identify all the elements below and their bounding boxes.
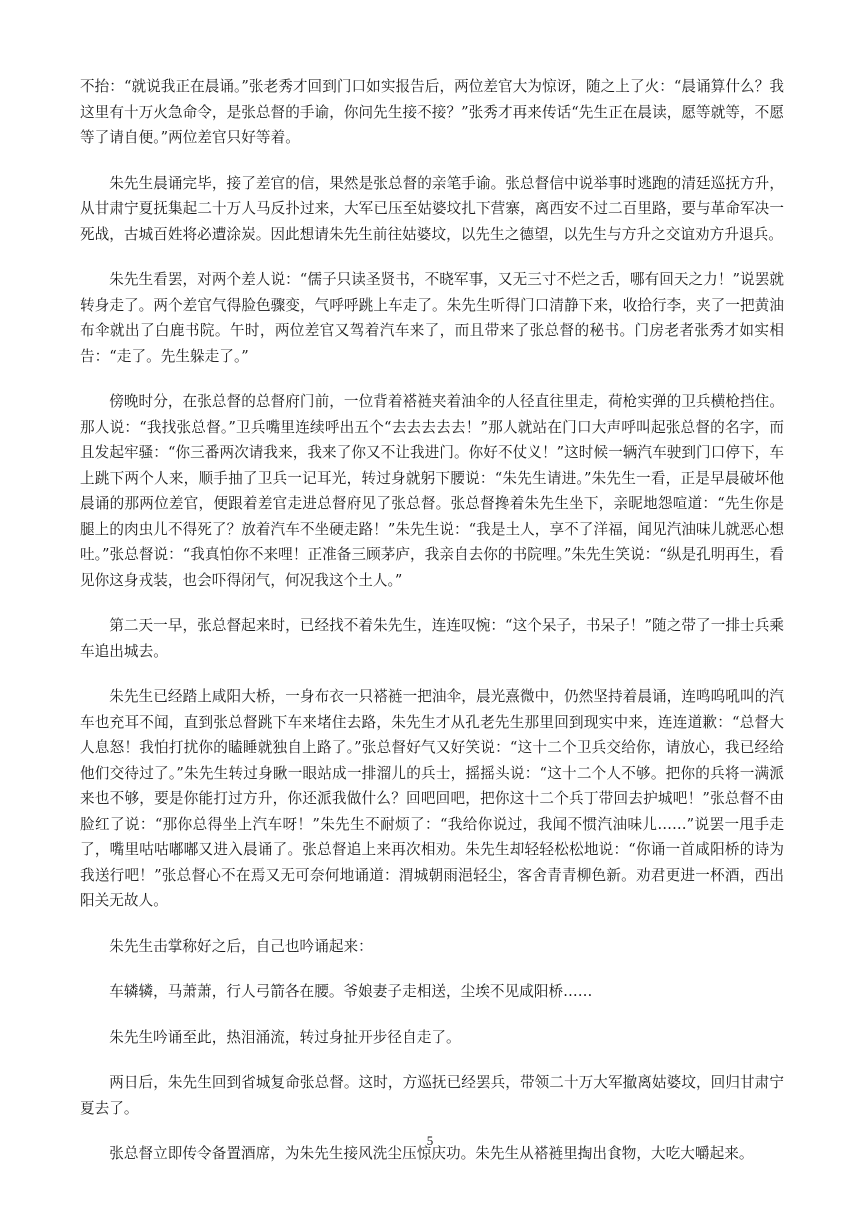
paragraph-4: 傍晚时分，在张总督的总督府门前，一位背着褡裢夹着油伞的人径直往里走，荷枪实弹的卫兵横枪挡住。那人说：“我找张总督。”卫兵嘴里连续呼出五个“去去去去去！”那人就站在门口大声呼叫起张总督的名字，而且发起牢骚：“你三番两次请我来，我来了你又不让我进门。你好不仗义！”这时候一辆汽车驶到门口停下，车上跳下两个人来，顺手抽了卫兵一记耳光，转过身就躬下腰说：“朱先生请进。”朱先生一看，正是早晨破坏他晨诵的那两位差官，便跟着差官走进总督府见了张总督。张总督搀着朱先生坐下，亲昵地怨喧道：“先生你是腿上的肉虫儿不得死了？放着汽车不坐硬走路！”朱先生说：“我是土人，享不了洋福，闻见汽油味儿就恶心想吐。”张总督说：“我真怕你不来哩！正准备三顾茅庐，我亲自去你的书院哩。”朱先生笑说：“纵是孔明再生，看见你这身戎装，也会吓得闭气，何况我这个土人。” bbox=[80, 393, 784, 589]
paragraph-1: 不抬：“就说我正在晨诵。”张老秀才回到门口如实报告后，两位差官大为惊讶，随之上了火：“晨诵算什么？我这里有十万火急命令，是张总督的手谕，你问先生接不接？”张秀才再来传话“先生正在晨读，愿等就等，不愿等了请自便。”两位差官只好等着。 bbox=[80, 78, 784, 146]
poem-line: 车辚辚，马萧萧，行人弓箭各在腰。爷娘妻子走相送，尘埃不见咸阳桥…… bbox=[109, 983, 593, 1000]
paragraph-6: 朱先生已经踏上咸阳大桥，一身布衣一只褡裢一把油伞，晨光熹微中，仍然坚持着晨诵，连鸣呜吼叫的汽车也充耳不闻，直到张总督跳下车来堵住去路，朱先生才从孔老先生那里回到现实中来，连连道歉：“总督大人息怒！我怕打扰你的瞌睡就独自上路了。”张总督好气又好笑说：“这十二个卫兵交给你，请放心，我已经给他们交待过了。”朱先生转过身瞅一眼站成一排溜儿的兵士，摇摇头说：“这十二个人不够。把你的兵将一满派来也不够，要是你能打过方升，你还派我做什么？回吧回吧，把你这十二个兵丁带回去护城吧！”张总督不由脸红了说：“那你总得坐上汽车呀！”朱先生不耐烦了：“我给你说过，我闻不惯汽油味儿……”说罢一甩手走了，嘴里咕咕嘟嘟又进入晨诵了。张总督追上来再次相劝。朱先生却轻轻松松地说：“你诵一首咸阳桥的诗为我送行吧！”张总督心不在焉又无可奈何地诵道：渭城朝雨浥轻尘，客舍青青柳色新。劝君更进一杯酒，西出阳关无故人。 bbox=[80, 688, 784, 909]
paragraph-7: 朱先生击掌称好之后，自己也吟诵起来： bbox=[109, 937, 373, 955]
document-body bbox=[80, 74, 784, 1187]
paragraph-9: 朱先生吟诵至此，热泪涌流，转过身扯开步径自走了。 bbox=[109, 1028, 461, 1046]
page-number: 5 bbox=[426, 1133, 434, 1148]
paragraph-10: 两日后，朱先生回到省城复命张总督。这时，方巡抚已经罢兵，带领二十万大军撤离姑婆坟，回归甘肃宁夏去了。 bbox=[80, 1074, 784, 1117]
paragraph-5: 第二天一早，张总督起来时，已经找不着朱先生，连连叹惋：“这个呆子，书呆子！”随之带了一排士兵乘车追出城去。 bbox=[80, 617, 784, 660]
paragraph-11: 张总督立即传令备置酒席，为朱先生接风洗尘压惊庆功。朱先生从褡裢里掏出食物，大吃大嚼起来。 bbox=[109, 1145, 754, 1162]
paragraph-2: 朱先生晨诵完毕，接了差官的信，果然是张总督的亲笔手谕。张总督信中说举事时逃跑的清廷巡抚方升，从甘肃宁夏抚集起二十万人马反扑过来，大军已压至姑婆坟扎下营寨，离西安不过二百里路，要与革命军决一死战，古城百姓将必遭涂炭。因此想请朱先生前往姑婆坟，以先生之德望，以先生与方升之交谊劝方升退兵。 bbox=[80, 174, 784, 243]
paragraph-3: 朱先生看罢，对两个差人说：“儒子只读圣贤书，不晓军事，又无三寸不烂之舌，哪有回天之力！”说罢就转身走了。两个差官气得脸色骤变，气呼呼跳上车走了。朱先生听得门口清静下来，收拾行李，夹了一把黄油布伞就出了白鹿书院。午时，两位差官又驾着汽车来了，而且带来了张总督的秘书。门房老者张秀才如实相告：“走了。先生躲走了。” bbox=[80, 271, 784, 365]
